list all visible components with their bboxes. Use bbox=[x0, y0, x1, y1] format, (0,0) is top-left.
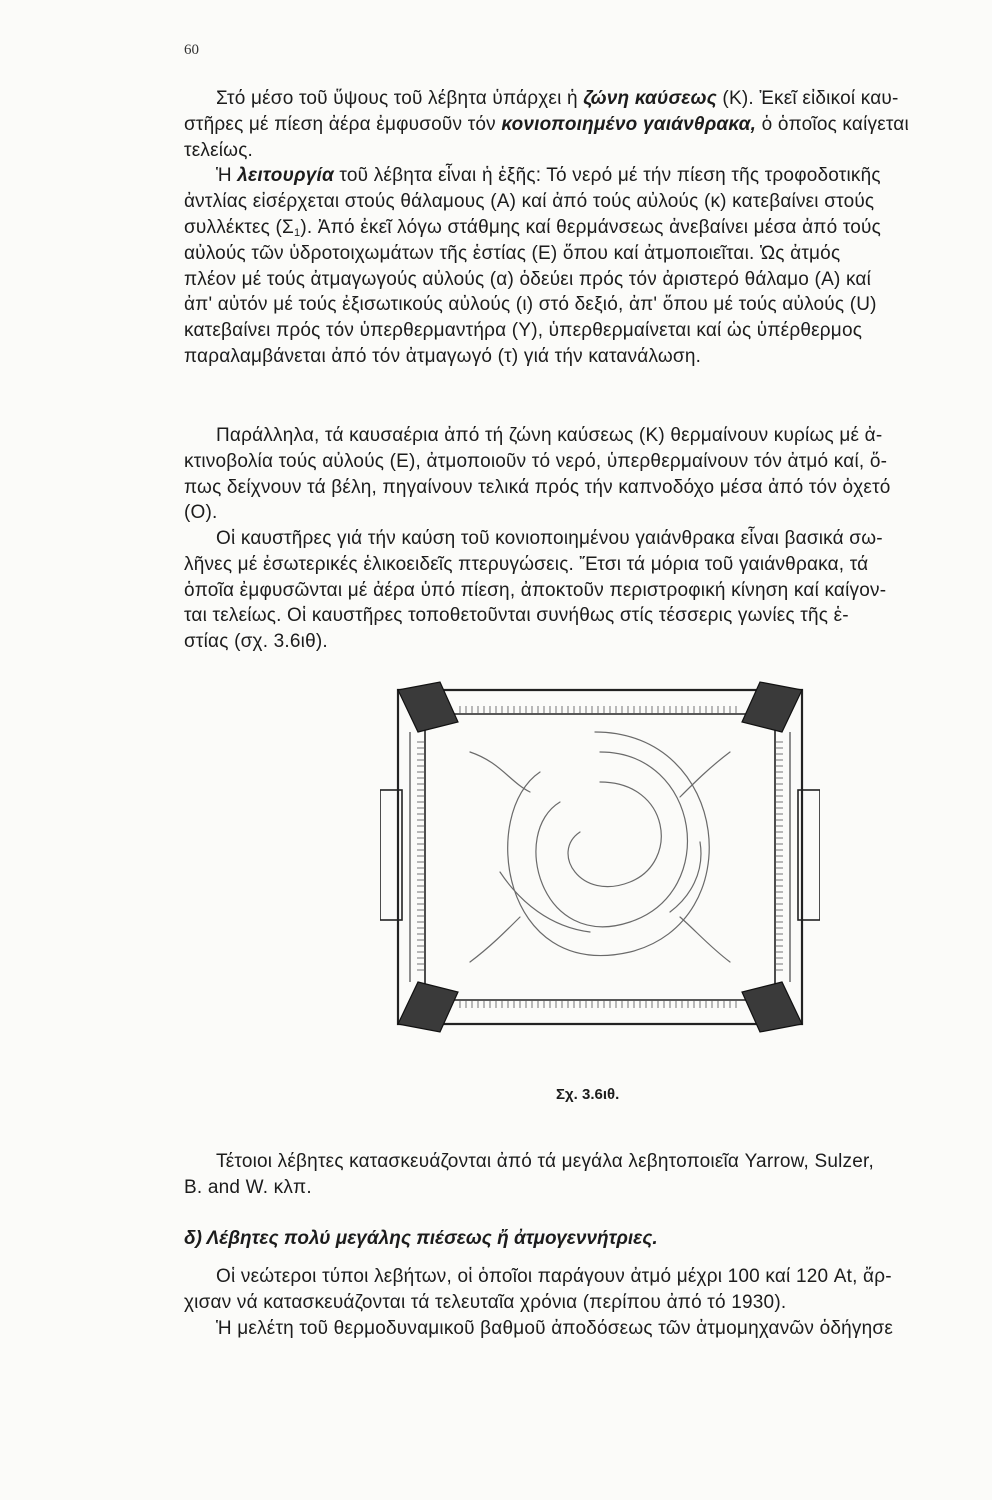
emphasis-term: κονιοποιημένο γαιάνθρακα, bbox=[501, 113, 757, 135]
text-line bbox=[184, 86, 992, 112]
paragraph-burners bbox=[184, 526, 992, 655]
text-line: ἀπ' αὐτόν μέ τούς ἐξισωτικούς αὐλούς (ι) στό δεξιό, ἀπ' ὅπου μέ τούς αὐλούς (U) bbox=[184, 294, 877, 316]
text-line: (Ο). bbox=[184, 502, 218, 524]
section-heading: δ) Λέβητες πολύ μεγάλης πιέσεως ἤ ἀτμογεννήτριες. bbox=[184, 1228, 658, 1249]
text-line: B. and W. κλπ. bbox=[184, 1176, 312, 1198]
text-run: ). Ἀπό ἐκεῖ λόγω στάθμης καί θερμάνσεως ἀνεβαίνει μέσα ἀπό τούς bbox=[300, 216, 881, 238]
furnace-diagram bbox=[380, 672, 820, 1042]
text-line: πως δείχνουν τά βέλη, πηγαίνουν τελικά πρός τήν καπνοδόχο μέσα ἀπό τόν ὀχετό bbox=[184, 476, 891, 498]
text-line: χισαν νά κατασκευάζονται τά τελευταῖα χρόνια (περίπου ἀπό τό 1930). bbox=[184, 1291, 787, 1313]
text-line: Παράλληλα, τά καυσαέρια ἀπό τή ζώνη καύσεως (Κ) θερμαίνουν κυρίως μέ ἀ- bbox=[216, 425, 883, 446]
text-run: (Κ). Ἐκεῖ εἰδικοί καυ- bbox=[716, 88, 899, 109]
paragraph-flue-gases bbox=[184, 423, 992, 526]
paragraph-manufacturers bbox=[184, 1149, 992, 1201]
text-line: πλέον μέ τούς ἀτμαγωγούς αὐλούς (α) ὁδεύει πρός τόν ἀριστερό θάλαμο (Α) καί bbox=[184, 268, 872, 290]
text-line: Οἱ καυστῆρες γιά τήν καύση τοῦ κονιοποιημένου γαιάνθρακα εἶναι βασικά σω- bbox=[216, 528, 883, 549]
subscript: 1 bbox=[293, 226, 301, 239]
paragraph-high-pressure bbox=[184, 1264, 992, 1341]
emphasis-term: λειτουργία bbox=[237, 165, 334, 187]
emphasis-term: ζώνη καύσεως bbox=[583, 88, 717, 109]
text-run: Στό μέσο τοῦ ὕψους τοῦ λέβητα ὑπάρχει ἡ bbox=[216, 88, 584, 109]
page-number: 60 bbox=[184, 42, 199, 58]
furnace-cross-section-figure bbox=[380, 672, 820, 1042]
text-line bbox=[184, 112, 992, 138]
text-line: λῆνες μέ ἐσωτερικές ἑλικοειδεῖς πτερυγώσεις. Ἔτσι τά μόρια τοῦ γαιάνθρακα, τά bbox=[184, 553, 869, 575]
text-line: Ἡ μελέτη τοῦ θερμοδυναμικοῦ βαθμοῦ ἀποδόσεως τῶν ἀτμομηχανῶν ὁδήγησε bbox=[216, 1317, 893, 1339]
text-line: κτινοβολία τούς αὐλούς (Ε), ἀτμοποιοῦν τό νερό, ὑπερθερμαίνουν τόν ἀτμό καί, ὅ- bbox=[184, 450, 888, 472]
text-line: ἀντλίας εἰσέρχεται στούς θάλαμους (Α) καί ἀπό τούς αὐλούς (κ) κατεβαίνει στούς bbox=[184, 191, 875, 213]
text-run: στῆρες μέ πίεση ἀέρα ἐμφυσοῦν τόν bbox=[184, 113, 502, 135]
text-line bbox=[184, 215, 992, 241]
figure-caption: Σχ. 3.6ιθ. bbox=[556, 1086, 620, 1103]
text-line: ὁποῖα ἐμφυσῶνται μέ ἀέρα ὑπό πίεση, ἀποκτοῦν περιστροφική κίνηση καί καίγον- bbox=[184, 579, 887, 601]
text-line: Τέτοιοι λέβητες κατασκευάζονται ἀπό τά μεγάλα λεβητοποιεῖα Yarrow, Sulzer, bbox=[216, 1151, 874, 1172]
paragraph-combustion-zone bbox=[184, 86, 992, 370]
text-run: Ἡ bbox=[216, 165, 238, 187]
text-line: παραλαμβάνεται ἀπό τόν ἀτμαγωγό (τ) γιά τήν κατανάλωση. bbox=[184, 345, 702, 367]
text-run: τοῦ λέβητα εἶναι ἡ ἑξῆς: Τό νερό μέ τήν πίεση τῆς τροφοδοτικῆς bbox=[333, 165, 881, 187]
text-line: ται τελείως. Οἱ καυστῆρες τοποθετοῦνται συνήθως στίς τέσσερις γωνίες τῆς ἑ- bbox=[184, 605, 849, 627]
text-line: κατεβαίνει πρός τόν ὑπερθερμαντήρα (Υ), ὑπερθερμαίνεται καί ὡς ὑπέρθερμος bbox=[184, 320, 863, 342]
text-line: στίας (σχ. 3.6ιθ). bbox=[184, 631, 328, 653]
text-line: τελείως. bbox=[184, 139, 254, 161]
text-line: αὐλούς τῶν ὑδροτοιχωμάτων τῆς ἑστίας (Ε) ὅπου καί ἀτμοποιεῖται. Ὡς ἀτμός bbox=[184, 242, 841, 264]
text-line: Οἱ νεώτεροι τύποι λεβήτων, οἱ ὁποῖοι παράγουν ἀτμό μέχρι 100 καί 120 At, ἄρ- bbox=[216, 1266, 892, 1287]
text-run: ὁ ὁποῖος καίγεται bbox=[756, 113, 909, 135]
text-line bbox=[184, 163, 992, 189]
text-run: συλλέκτες (Σ bbox=[184, 216, 294, 238]
